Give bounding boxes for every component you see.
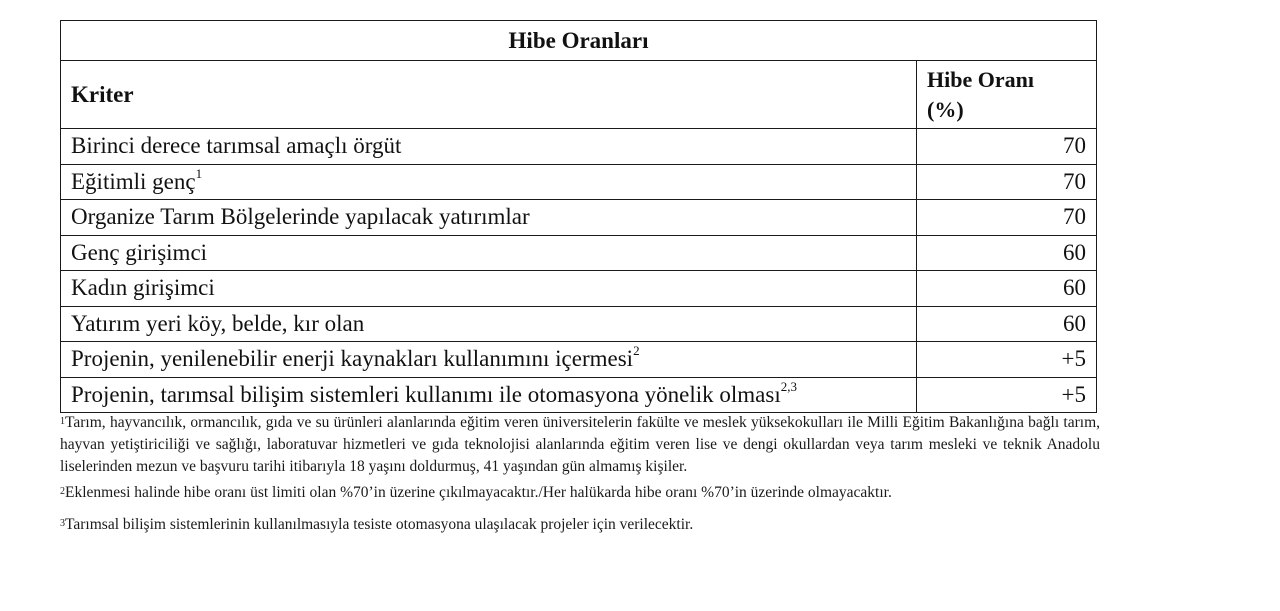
grant-rates-table (60, 20, 1097, 413)
table-title: Hibe Oranları (61, 21, 1097, 61)
table-row (61, 129, 1097, 165)
grant-rates-table-wrapper (60, 20, 1098, 413)
criterion-cell (61, 129, 917, 165)
rate-cell: 60 (917, 306, 1097, 342)
footnote-text: Eklenmesi halinde hibe oranı üst limiti olan %70’in üzerine çıkılmayacaktır./Her halükarda hibe oranı %70’in üzerinde olmayacaktır. (65, 484, 892, 501)
footnote-reference: 2 (633, 343, 640, 359)
footnote-3 (60, 514, 1100, 536)
criterion-text: Projenin, yenilenebilir enerji kaynakları kullanımını içermesi (71, 346, 634, 372)
table-row (61, 306, 1097, 342)
rate-cell: 70 (917, 129, 1097, 165)
rate-cell: 60 (917, 235, 1097, 271)
footnote-reference: 1 (195, 165, 203, 181)
criterion-text: Birinci derece tarımsal amaçlı örgüt (71, 133, 402, 159)
criterion-column-header: Kriter (61, 61, 917, 129)
table-row (61, 377, 1097, 413)
rate-header-line2: (%) (927, 96, 964, 122)
table-row (61, 235, 1097, 271)
footnote-1 (60, 412, 1100, 478)
rate-cell: +5 (917, 377, 1097, 413)
criterion-cell (61, 377, 917, 413)
criterion-cell (61, 235, 917, 271)
rate-cell: 70 (917, 200, 1097, 236)
criterion-text: Projenin, tarımsal bilişim sistemleri kullanımı ile otomasyona yönelik olması (71, 381, 781, 407)
footnote-mark: 2 (60, 486, 65, 497)
criterion-cell (61, 200, 917, 236)
criterion-cell (61, 271, 917, 307)
table-header-row (61, 61, 1097, 129)
rate-cell: 70 (917, 164, 1097, 200)
table-row (61, 164, 1097, 200)
footnote-2 (60, 482, 1100, 504)
footnote-mark: 1 (60, 416, 65, 427)
rate-header-line1: Hibe Oranı (927, 66, 1034, 92)
criterion-text: Genç girişimci (71, 239, 208, 265)
footnote-text: Tarım, hayvancılık, ormancılık, gıda ve su ürünleri alanlarında eğitim veren üniversitelerin fakülte ve meslek yüksekokulları ile Milli Eğitim Bakanlığına bağlı tarım, hayvan yetiştiriciliği ve sağlığı, laboratuvar hizmetleri ve gıda teknolojisi alanlarında eğitim veren lise ve dengi okullardan veya tarım mesleki ve teknik Anadolu liselerinden mezun ve başvuru tarihi itibarıyla 18 yaşını doldurmuş, 41 yaşından gün almamış kişiler. (60, 414, 1100, 475)
criterion-cell (61, 342, 917, 378)
table-row (61, 271, 1097, 307)
criterion-text: Organize Tarım Bölgelerinde yapılacak yatırımlar (71, 204, 530, 230)
footnote-mark: 3 (60, 518, 65, 529)
criterion-text: Eğitimli genç (71, 168, 196, 194)
rate-cell: +5 (917, 342, 1097, 378)
criterion-text: Kadın girişimci (71, 275, 215, 301)
table-row (61, 200, 1097, 236)
footnotes (60, 412, 1100, 536)
rate-cell: 60 (917, 271, 1097, 307)
footnote-reference: 2,3 (780, 378, 797, 394)
footnote-text: Tarımsal bilişim sistemlerinin kullanılmasıyla tesiste otomasyona ulaşılacak projeler için verilecektir. (65, 516, 694, 533)
criterion-text: Yatırım yeri köy, belde, kır olan (71, 310, 365, 336)
criterion-cell (61, 164, 917, 200)
table-row (61, 342, 1097, 378)
criterion-cell (61, 306, 917, 342)
rate-column-header (917, 61, 1097, 129)
